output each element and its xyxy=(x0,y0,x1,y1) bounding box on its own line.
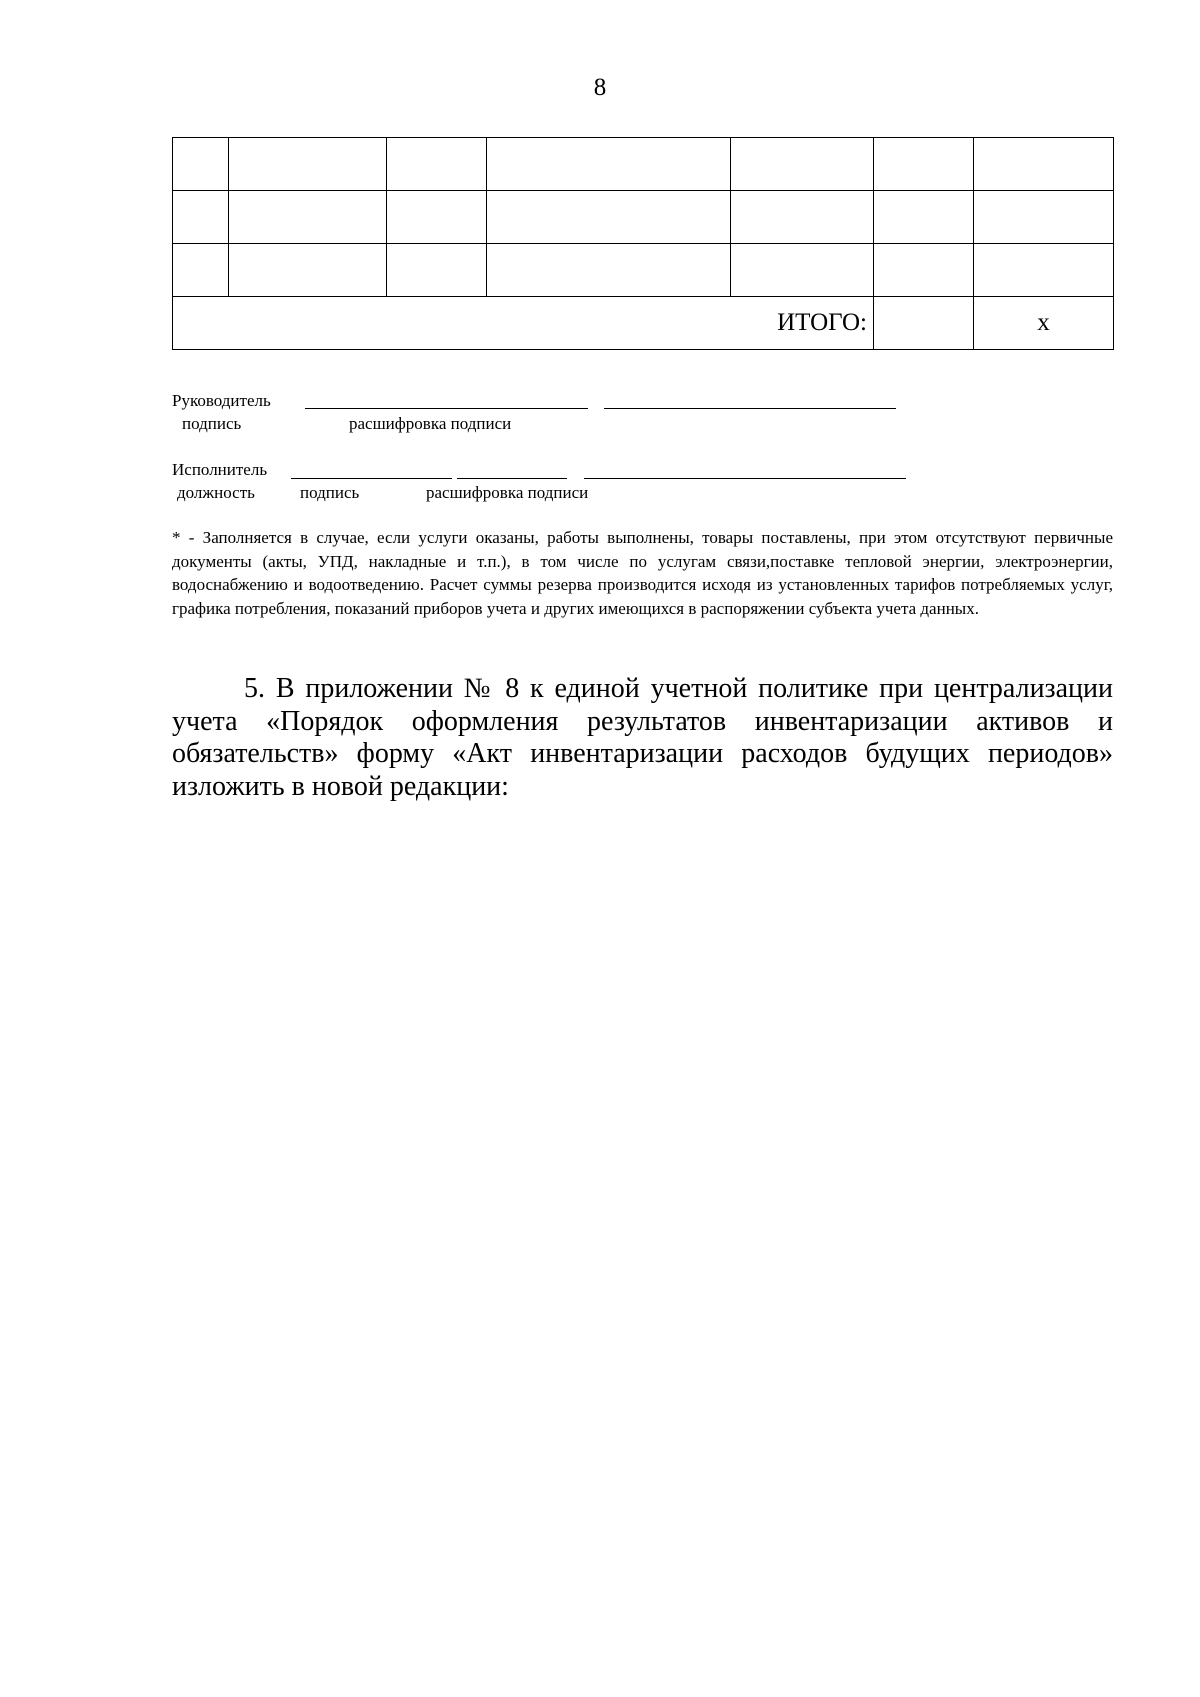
table-cell xyxy=(387,191,487,244)
inventory-table xyxy=(172,137,1114,350)
head-decoding-label: расшифровка подписи xyxy=(349,414,512,433)
total-row xyxy=(173,297,1114,350)
table-cell xyxy=(173,244,229,297)
head-signature-line xyxy=(305,408,588,409)
head-signature-label: подпись xyxy=(182,414,242,433)
executor-title: Исполнитель xyxy=(172,460,268,479)
table-row xyxy=(173,191,1114,244)
total-label: ИТОГО: xyxy=(173,297,874,350)
table-cell xyxy=(173,191,229,244)
inventory-table-body xyxy=(173,138,1114,350)
table-cell xyxy=(874,138,974,191)
table-cell xyxy=(487,191,731,244)
table-cell xyxy=(731,138,874,191)
main-paragraph: 5. В приложении № 8 к единой учетной политике при централизации учета «Порядок оформления результатов инвентаризации активов и обязательств» форму «Акт инвентаризации расходов будущих периодов» изложить в новой редакции: xyxy=(172,673,1113,802)
executor-signature-line xyxy=(457,478,567,479)
executor-signature-label: подпись xyxy=(300,483,360,502)
executor-decoding-label: расшифровка подписи xyxy=(426,483,589,502)
total-value-cell xyxy=(874,297,974,350)
executor-position-line xyxy=(291,478,452,479)
executor-position-label: должность xyxy=(177,483,255,502)
table-row xyxy=(173,244,1114,297)
table-cell xyxy=(974,191,1114,244)
table-cell xyxy=(974,138,1114,191)
table-cell xyxy=(487,138,731,191)
table-cell xyxy=(487,244,731,297)
table-cell xyxy=(387,244,487,297)
table-cell xyxy=(731,244,874,297)
table-cell xyxy=(974,244,1114,297)
table-row xyxy=(173,138,1114,191)
footnote: * - Заполняется в случае, если услуги оказаны, работы выполнены, товары поставлены, при этом отсутствуют первичные документы (акты, УПД, накладные и т.п.), в том числе по услугам связи,поставке тепловой энергии, электроэнергии, водоснабжению и водоотведению. Расчет суммы резерва производится исходя из установленных тарифов потребляемых услуг, графика потребления, показаний приборов учета и других имеющихся в распоряжении субъекта учета данных. xyxy=(172,528,1113,618)
table-cell xyxy=(874,191,974,244)
table-cell xyxy=(229,244,387,297)
page-number: 8 xyxy=(593,74,607,101)
table-cell xyxy=(731,191,874,244)
executor-decoding-line xyxy=(584,478,906,479)
head-decoding-line xyxy=(604,408,896,409)
table-cell xyxy=(874,244,974,297)
table-cell xyxy=(387,138,487,191)
table-cell xyxy=(173,138,229,191)
table-cell xyxy=(229,191,387,244)
head-title: Руководитель xyxy=(172,391,271,410)
table-cell xyxy=(229,138,387,191)
total-mark-cell: х xyxy=(974,297,1114,350)
